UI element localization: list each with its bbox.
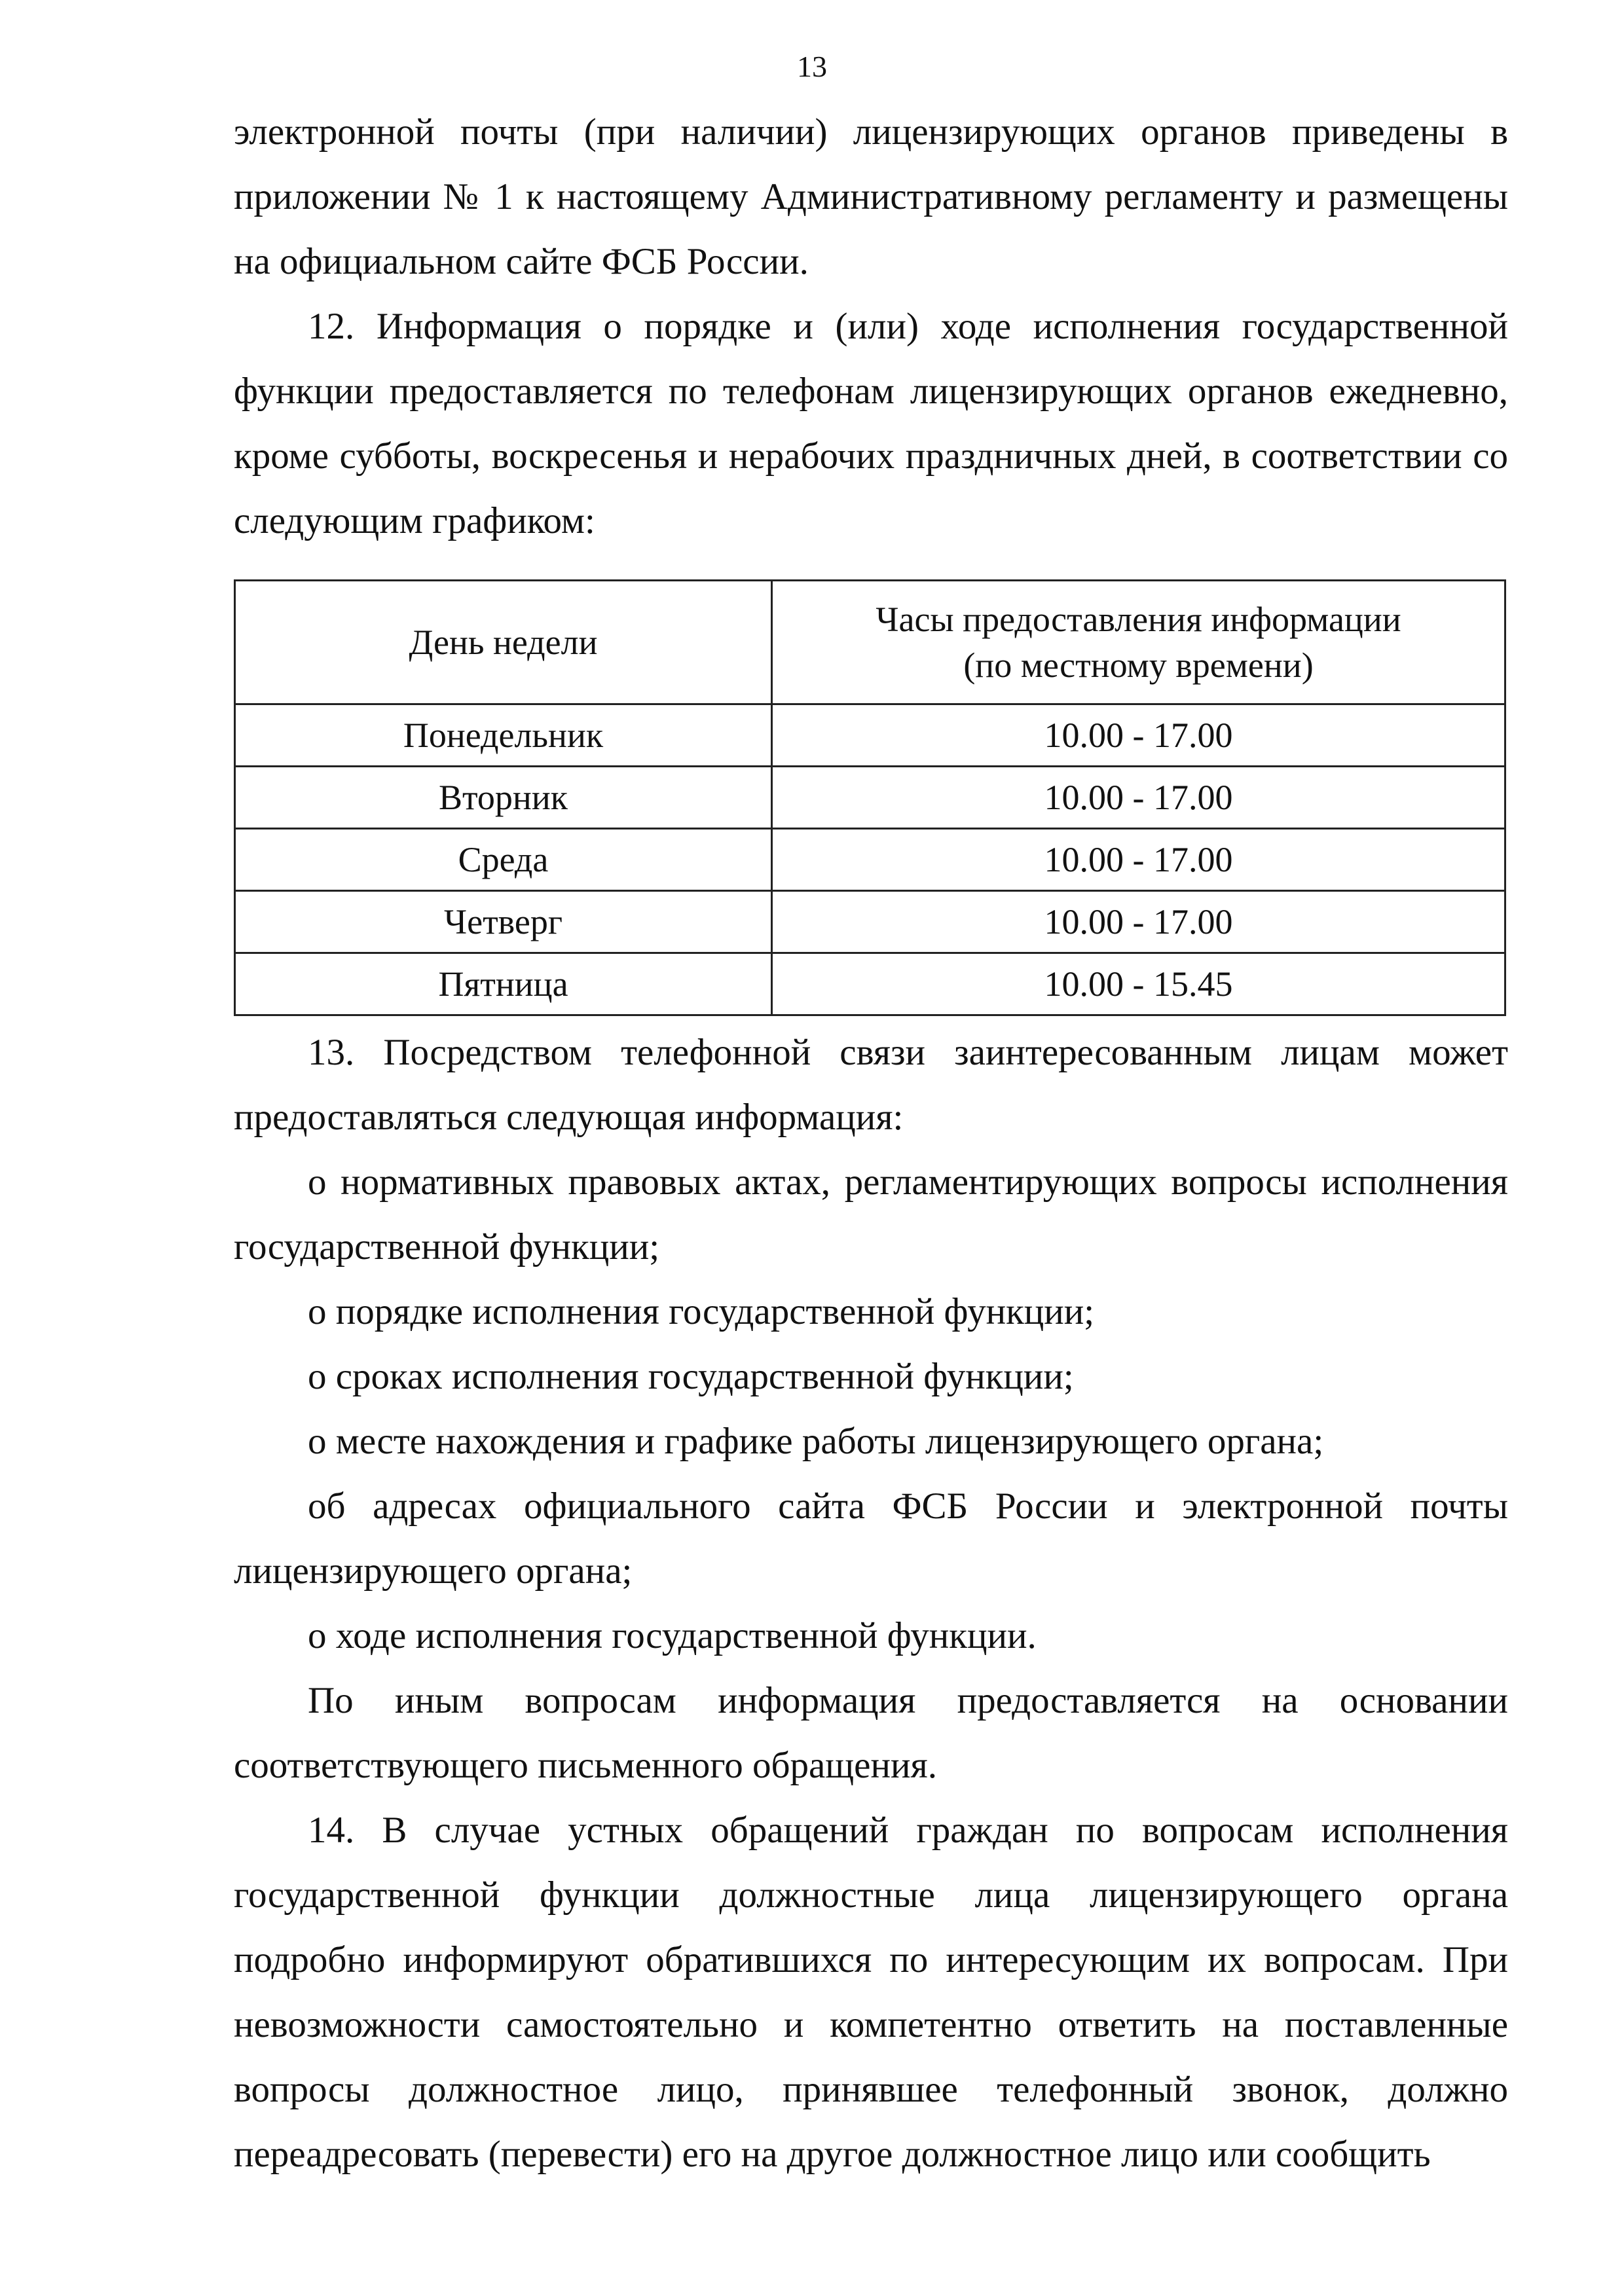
table-row (235, 767, 1505, 829)
table-row (235, 891, 1505, 953)
row-hours: 10.00 - 17.00 (772, 767, 1505, 829)
table-row (235, 704, 1505, 767)
row-hours: 10.00 - 17.00 (772, 891, 1505, 953)
list-item-normative-acts: о нормативных правовых актах, регламентирующих вопросы исполнения государственной функции; (234, 1161, 1508, 1267)
row-hours: 10.00 - 15.45 (772, 953, 1505, 1015)
row-day: Понедельник (235, 704, 772, 767)
page-number: 13 (797, 50, 827, 83)
paragraph-12: 12. Информация о порядке и (или) ходе исполнения государственной функции предоставляется по телефонам лицензирующих органов ежедневно, кроме субботы, воскресенья и нерабочих праздничных дней, в соответствии со следующим графиком: (234, 306, 1508, 541)
paragraph-other-questions: По иным вопросам информация предоставляется на основании соответствующего письменного обращения. (234, 1680, 1508, 1786)
table-row (235, 829, 1505, 891)
text-block-top (234, 100, 1508, 553)
row-day: Пятница (235, 953, 772, 1015)
header-day: День недели (235, 581, 772, 704)
table-header-row (235, 581, 1505, 704)
header-hours-line1: Часы предоставления информации (876, 600, 1401, 639)
list-item-website-email: об адресах официального сайта ФСБ России и электронной почты лицензирующего органа; (234, 1485, 1508, 1592)
schedule-table (234, 579, 1506, 1016)
header-hours (772, 581, 1505, 704)
list-item-procedure: о порядке исполнения государственной функции; (308, 1291, 1095, 1332)
row-hours: 10.00 - 17.00 (772, 829, 1505, 891)
row-day: Вторник (235, 767, 772, 829)
row-hours: 10.00 - 17.00 (772, 704, 1505, 767)
list-item-progress: о ходе исполнения государственной функции. (308, 1615, 1037, 1656)
header-hours-line2: (по местному времени) (963, 646, 1314, 685)
paragraph-email-info: электронной почты (при наличии) лицензирующих органов приведены в приложении № 1 к настоящему Административному регламенту и размещены на официальном сайте ФСБ России. (234, 111, 1508, 282)
paragraph-13: 13. Посредством телефонной связи заинтересованным лицам может предоставляться следующая информация: (234, 1032, 1508, 1138)
paragraph-14: 14. В случае устных обращений граждан по вопросам исполнения государственной функции должностные лица лицензирующего органа подробно информируют обратившихся по интересующим их вопросам. При невозможности самостоятельно и компетентно ответить на поставленные вопросы должностное лицо, принявшее телефонный звонок, должно переадресовать (перевести) его на другое должностное лицо или сообщить (234, 1810, 1508, 2175)
row-day: Четверг (235, 891, 772, 953)
table-row (235, 953, 1505, 1015)
list-item-terms: о сроках исполнения государственной функции; (308, 1356, 1074, 1397)
text-block-bottom (234, 1020, 1508, 2187)
list-item-location-schedule: о месте нахождения и графике работы лицензирующего органа; (308, 1421, 1324, 1462)
row-day: Среда (235, 829, 772, 891)
